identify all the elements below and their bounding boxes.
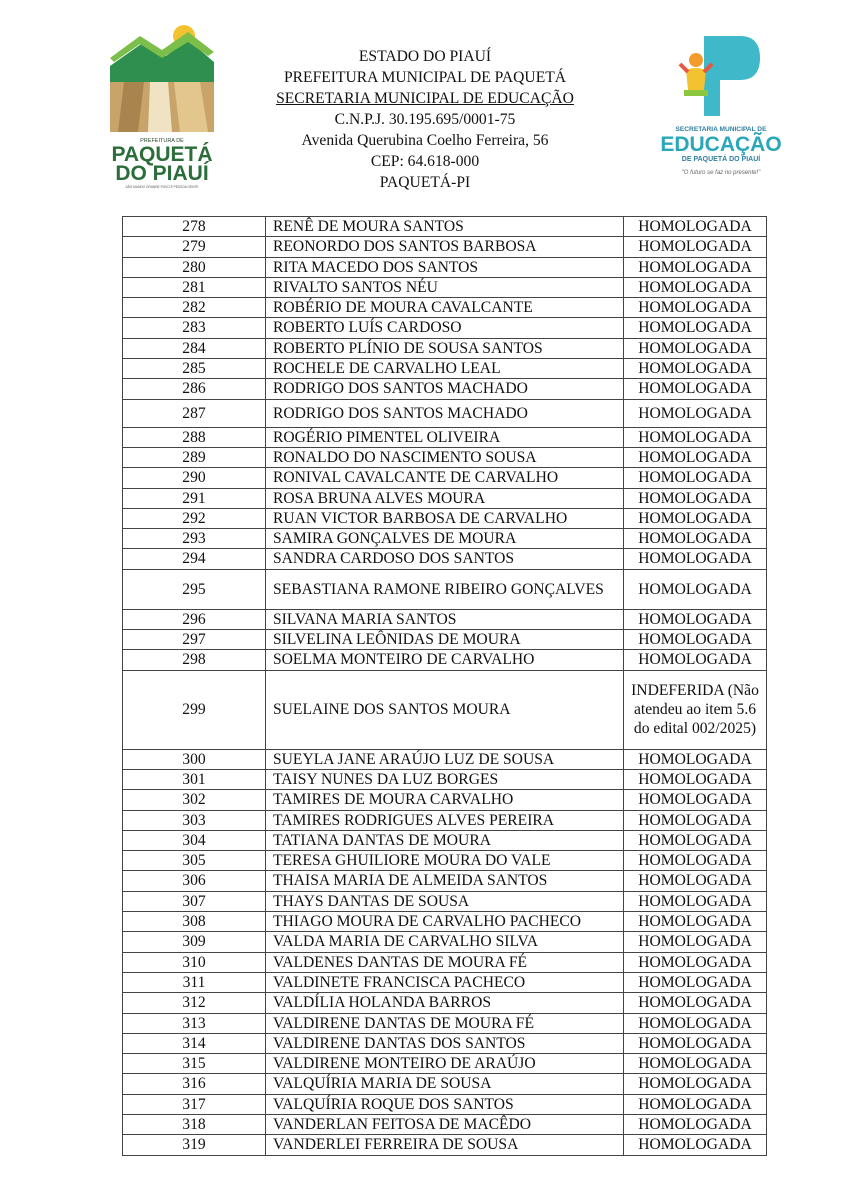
row-number: 310 <box>123 952 266 972</box>
header-city: PAQUETÁ-PI <box>379 174 471 191</box>
table-row <box>123 488 767 508</box>
candidate-name: REONORDO DOS SANTOS BARBOSA <box>266 237 624 257</box>
row-number: 294 <box>123 549 266 569</box>
candidate-name: VALDENES DANTAS DE MOURA FÉ <box>266 952 624 972</box>
row-number: 287 <box>123 399 266 427</box>
row-number: 302 <box>123 790 266 810</box>
candidate-name: VANDERLEI FERREIRA DE SOUSA <box>266 1135 624 1155</box>
header-secretaria: SECRETARIA MUNICIPAL DE EDUCAÇÃO <box>276 90 574 107</box>
status-cell: HOMOLOGADA <box>624 932 767 952</box>
candidate-name: VALDIRENE DANTAS DOS SANTOS <box>266 1033 624 1053</box>
candidate-name: SUEYLA JANE ARAÚJO LUZ DE SOUSA <box>266 749 624 769</box>
table-row <box>123 630 767 650</box>
status-cell: HOMOLOGADA <box>624 769 767 789</box>
row-number: 298 <box>123 650 266 670</box>
candidate-name: RIVALTO SANTOS NÉU <box>266 277 624 297</box>
row-number: 316 <box>123 1074 266 1094</box>
status-cell: HOMOLOGADA <box>624 851 767 871</box>
table-row <box>123 830 767 850</box>
row-number: 297 <box>123 630 266 650</box>
status-cell: HOMOLOGADA <box>624 1074 767 1094</box>
candidate-name: ROBERTO LUÍS CARDOSO <box>266 318 624 338</box>
table-row <box>123 298 767 318</box>
candidate-name: VANDERLAN FEITOSA DE MACÊDO <box>266 1114 624 1134</box>
svg-text:DO PIAUÍ: DO PIAUÍ <box>115 162 209 185</box>
status-cell: HOMOLOGADA <box>624 609 767 629</box>
status-cell: HOMOLOGADA <box>624 529 767 549</box>
header-street: Avenida Querubina Coelho Ferreira, 56 <box>301 132 549 149</box>
table-row <box>123 993 767 1013</box>
row-number: 312 <box>123 993 266 1013</box>
table-row <box>123 237 767 257</box>
svg-text:EDUCAÇÃO: EDUCAÇÃO <box>660 133 782 156</box>
status-cell: HOMOLOGADA <box>624 298 767 318</box>
candidate-name: VALQUÍRIA MARIA DE SOUSA <box>266 1074 624 1094</box>
status-cell: HOMOLOGADA <box>624 1114 767 1134</box>
status-cell: HOMOLOGADA <box>624 427 767 447</box>
candidate-name: RUAN VICTOR BARBOSA DE CARVALHO <box>266 508 624 528</box>
table-row <box>123 749 767 769</box>
table-row <box>123 952 767 972</box>
table-row <box>123 769 767 789</box>
table-row <box>123 318 767 338</box>
candidate-name: THAISA MARIA DE ALMEIDA SANTOS <box>266 871 624 891</box>
candidate-name: THAYS DANTAS DE SOUSA <box>266 891 624 911</box>
status-cell: HOMOLOGADA <box>624 810 767 830</box>
row-number: 318 <box>123 1114 266 1134</box>
table-row <box>123 379 767 399</box>
svg-text:DE PAQUETÁ DO PIAUÍ: DE PAQUETÁ DO PIAUÍ <box>681 156 761 163</box>
candidates-table <box>122 216 767 1156</box>
row-number: 301 <box>123 769 266 789</box>
table-row <box>123 217 767 237</box>
row-number: 314 <box>123 1033 266 1053</box>
status-cell: HOMOLOGADA <box>624 790 767 810</box>
status-cell: HOMOLOGADA <box>624 379 767 399</box>
row-number: 282 <box>123 298 266 318</box>
header-cnpj: C.N.P.J. 30.195.695/0001-75 <box>334 111 516 128</box>
status-cell: HOMOLOGADA <box>624 217 767 237</box>
status-cell: HOMOLOGADA <box>624 447 767 467</box>
candidate-name: VALDIRENE MONTEIRO DE ARAÚJO <box>266 1054 624 1074</box>
row-number: 295 <box>123 569 266 609</box>
row-number: 299 <box>123 670 266 749</box>
status-cell: HOMOLOGADA <box>624 891 767 911</box>
header-cep: CEP: 64.618-000 <box>370 153 480 170</box>
row-number: 279 <box>123 237 266 257</box>
table-row <box>123 891 767 911</box>
candidate-name: ROCHELE DE CARVALHO LEAL <box>266 359 624 379</box>
row-number: 289 <box>123 447 266 467</box>
candidate-name: TAMIRES DE MOURA CARVALHO <box>266 790 624 810</box>
row-number: 286 <box>123 379 266 399</box>
status-cell: HOMOLOGADA <box>624 830 767 850</box>
row-number: 308 <box>123 912 266 932</box>
table-row <box>123 399 767 427</box>
status-cell: HOMOLOGADA <box>624 508 767 528</box>
candidate-name: VALDINETE FRANCISCA PACHECO <box>266 972 624 992</box>
status-cell: HOMOLOGADA <box>624 359 767 379</box>
table-row <box>123 810 767 830</box>
candidate-name: VALDA MARIA DE CARVALHO SILVA <box>266 932 624 952</box>
status-cell: HOMOLOGADA <box>624 972 767 992</box>
status-cell: HOMOLOGADA <box>624 488 767 508</box>
candidate-name: RODRIGO DOS SANTOS MACHADO <box>266 379 624 399</box>
candidate-name: RONIVAL CAVALCANTE DE CARVALHO <box>266 468 624 488</box>
status-cell: HOMOLOGADA <box>624 399 767 427</box>
table-row <box>123 1135 767 1155</box>
row-number: 292 <box>123 508 266 528</box>
candidate-name: SILVELINA LEÔNIDAS DE MOURA <box>266 630 624 650</box>
row-number: 313 <box>123 1013 266 1033</box>
table-row <box>123 1074 767 1094</box>
status-cell: HOMOLOGADA <box>624 338 767 358</box>
svg-text:SECRETARIA MUNICIPAL DE: SECRETARIA MUNICIPAL DE <box>675 126 767 133</box>
row-number: 284 <box>123 338 266 358</box>
candidate-name: VALDÍLIA HOLANDA BARROS <box>266 993 624 1013</box>
row-number: 311 <box>123 972 266 992</box>
candidate-name: ROBÉRIO DE MOURA CAVALCANTE <box>266 298 624 318</box>
svg-text:"O futuro se faz no presente!": "O futuro se faz no presente!" <box>681 170 761 176</box>
candidate-name: RODRIGO DOS SANTOS MACHADO <box>266 399 624 427</box>
candidates-table-body <box>123 217 767 1156</box>
row-number: 307 <box>123 891 266 911</box>
row-number: 315 <box>123 1054 266 1074</box>
svg-text:SÃO MUNDO GRANDE POVO É PESSOA: SÃO MUNDO GRANDE POVO É PESSOA GENTE <box>125 185 199 189</box>
table-row <box>123 1033 767 1053</box>
table-row <box>123 468 767 488</box>
table-row <box>123 871 767 891</box>
candidate-name: TAMIRES RODRIGUES ALVES PEREIRA <box>266 810 624 830</box>
row-number: 300 <box>123 749 266 769</box>
status-cell: HOMOLOGADA <box>624 1033 767 1053</box>
row-number: 319 <box>123 1135 266 1155</box>
candidate-name: RONALDO DO NASCIMENTO SOUSA <box>266 447 624 467</box>
table-row <box>123 569 767 609</box>
table-row <box>123 359 767 379</box>
status-cell: HOMOLOGADA <box>624 549 767 569</box>
table-row <box>123 549 767 569</box>
candidate-name: ROGÉRIO PIMENTEL OLIVEIRA <box>266 427 624 447</box>
header-address-block <box>230 46 620 193</box>
status-cell: HOMOLOGADA <box>624 468 767 488</box>
status-cell: HOMOLOGADA <box>624 630 767 650</box>
row-number: 304 <box>123 830 266 850</box>
candidate-name: TAISY NUNES DA LUZ BORGES <box>266 769 624 789</box>
status-cell: HOMOLOGADA <box>624 277 767 297</box>
candidate-name: ROBERTO PLÍNIO DE SOUSA SANTOS <box>266 338 624 358</box>
table-row <box>123 1013 767 1033</box>
table-row <box>123 851 767 871</box>
row-number: 285 <box>123 359 266 379</box>
status-cell: HOMOLOGADA <box>624 1094 767 1114</box>
status-cell: HOMOLOGADA <box>624 257 767 277</box>
candidate-name: ROSA BRUNA ALVES MOURA <box>266 488 624 508</box>
prefeitura-logo <box>104 22 220 190</box>
candidate-name: SILVANA MARIA SANTOS <box>266 609 624 629</box>
candidate-name: TERESA GHUILIORE MOURA DO VALE <box>266 851 624 871</box>
status-cell: HOMOLOGADA <box>624 237 767 257</box>
status-cell: HOMOLOGADA <box>624 1054 767 1074</box>
candidate-name: SAMIRA GONÇALVES DE MOURA <box>266 529 624 549</box>
table-row <box>123 508 767 528</box>
table-row <box>123 932 767 952</box>
row-number: 305 <box>123 851 266 871</box>
candidate-name: THIAGO MOURA DE CARVALHO PACHECO <box>266 912 624 932</box>
status-cell: HOMOLOGADA <box>624 1013 767 1033</box>
table-row <box>123 447 767 467</box>
table-row <box>123 1114 767 1134</box>
svg-text:PREFEITURA DE: PREFEITURA DE <box>140 138 184 144</box>
status-cell: HOMOLOGADA <box>624 952 767 972</box>
table-row <box>123 427 767 447</box>
svg-text:PAQUETÁ: PAQUETÁ <box>111 143 213 166</box>
row-number: 303 <box>123 810 266 830</box>
row-number: 278 <box>123 217 266 237</box>
table-row <box>123 338 767 358</box>
candidate-name: SUELAINE DOS SANTOS MOURA <box>266 670 624 749</box>
status-cell: HOMOLOGADA <box>624 871 767 891</box>
table-row <box>123 1094 767 1114</box>
row-number: 317 <box>123 1094 266 1114</box>
candidate-name: VALQUÍRIA ROQUE DOS SANTOS <box>266 1094 624 1114</box>
row-number: 281 <box>123 277 266 297</box>
row-number: 291 <box>123 488 266 508</box>
candidate-name: SANDRA CARDOSO DOS SANTOS <box>266 549 624 569</box>
candidate-name: RENÊ DE MOURA SANTOS <box>266 217 624 237</box>
table-row <box>123 790 767 810</box>
header-state: ESTADO DO PIAUÍ <box>358 48 492 65</box>
table-row <box>123 609 767 629</box>
table-row <box>123 1054 767 1074</box>
candidate-name: VALDIRENE DANTAS DE MOURA FÉ <box>266 1013 624 1033</box>
secretaria-educacao-logo <box>660 30 782 182</box>
status-cell: HOMOLOGADA <box>624 318 767 338</box>
table-row <box>123 277 767 297</box>
table-row <box>123 650 767 670</box>
candidate-name: TATIANA DANTAS DE MOURA <box>266 830 624 850</box>
row-number: 309 <box>123 932 266 952</box>
status-cell: HOMOLOGADA <box>624 912 767 932</box>
row-number: 280 <box>123 257 266 277</box>
table-row <box>123 912 767 932</box>
row-number: 290 <box>123 468 266 488</box>
row-number: 306 <box>123 871 266 891</box>
document-header <box>0 0 849 214</box>
status-cell: HOMOLOGADA <box>624 569 767 609</box>
status-cell: HOMOLOGADA <box>624 993 767 1013</box>
status-cell: HOMOLOGADA <box>624 749 767 769</box>
status-cell: HOMOLOGADA <box>624 650 767 670</box>
row-number: 288 <box>123 427 266 447</box>
row-number: 293 <box>123 529 266 549</box>
table-row <box>123 257 767 277</box>
table-row <box>123 529 767 549</box>
status-cell: INDEFERIDA (Não atendeu ao item 5.6 do edital 002/2025) <box>624 670 767 749</box>
row-number: 283 <box>123 318 266 338</box>
table-row <box>123 972 767 992</box>
candidate-name: SOELMA MONTEIRO DE CARVALHO <box>266 650 624 670</box>
table-row <box>123 670 767 749</box>
status-cell: HOMOLOGADA <box>624 1135 767 1155</box>
candidate-name: RITA MACEDO DOS SANTOS <box>266 257 624 277</box>
candidate-name: SEBASTIANA RAMONE RIBEIRO GONÇALVES <box>266 569 624 609</box>
header-prefeitura: PREFEITURA MUNICIPAL DE PAQUETÁ <box>283 69 567 86</box>
row-number: 296 <box>123 609 266 629</box>
